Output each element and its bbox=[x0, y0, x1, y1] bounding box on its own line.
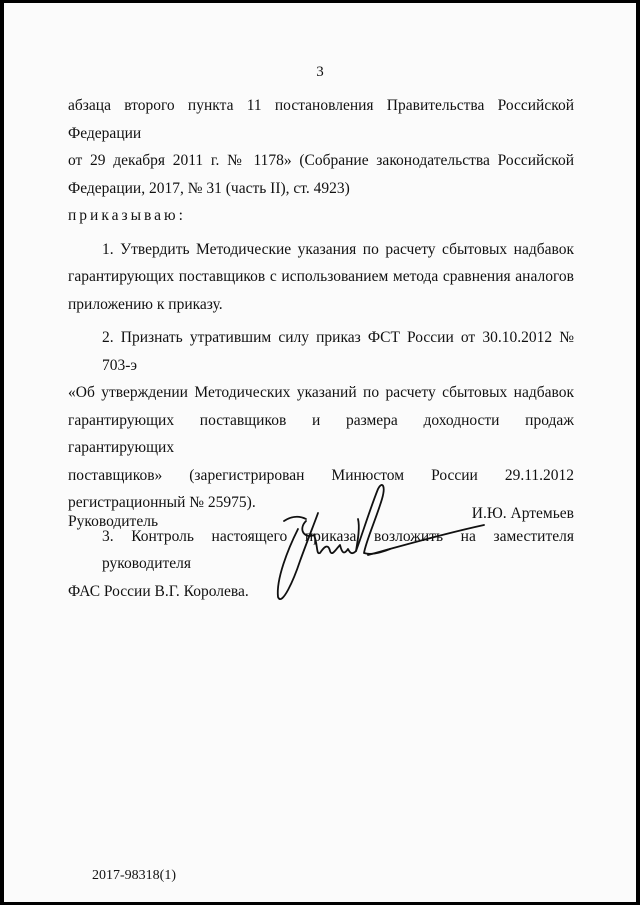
item1-line-1: 1. Утвердить Методические указания по расчету сбытовых надбавок bbox=[102, 240, 574, 258]
intro-line-1: абзаца второго пункта 11 постановления Правительства Российской Федерации bbox=[68, 97, 574, 142]
item3-line-1: 3. Контроль настоящего приказа возложить на заместителя руководителя bbox=[102, 527, 574, 572]
item1-line-3: приложению к приказу. bbox=[68, 295, 223, 313]
item2-line-2: «Об утверждении Методических указаний по расчету сбытовых надбавок bbox=[68, 384, 574, 401]
item2-line-5: регистрационный № 25975). bbox=[68, 494, 256, 511]
scan-edge-left bbox=[0, 0, 4, 905]
document-code: 2017-98318(1) bbox=[92, 868, 176, 883]
page-number: 3 bbox=[316, 64, 324, 80]
scan-edge-right bbox=[636, 0, 640, 905]
handwritten-signature bbox=[258, 469, 488, 609]
item2-line-4: поставщиков» (зарегистрирован Минюстом России 29.11.2012 bbox=[68, 466, 574, 484]
item1-line-2: гарантирующих поставщиков с использованием метода сравнения аналогов bbox=[68, 268, 574, 285]
position-title: Руководитель bbox=[68, 513, 159, 530]
intro-line-3: Федерации, 2017, № 31 (часть II), ст. 4923) bbox=[68, 179, 350, 197]
intro-line-2: от 29 декабря 2011 г. № 1178» (Собрание законодательства Российской bbox=[68, 152, 574, 169]
item3-line-2: ФАС России В.Г. Королева. bbox=[68, 582, 249, 600]
signature-block bbox=[68, 505, 574, 605]
scan-edge-top bbox=[0, 0, 640, 3]
signer-name: И.Ю. Артемьев bbox=[471, 505, 574, 522]
item2-line-3: гарантирующих поставщиков и размера доходности продаж гарантирующих bbox=[68, 411, 574, 456]
order-word: приказываю: bbox=[68, 207, 186, 224]
item2-line-1: 2. Признать утратившим силу приказ ФСТ России от 30.10.2012 № 703-э bbox=[102, 329, 574, 374]
